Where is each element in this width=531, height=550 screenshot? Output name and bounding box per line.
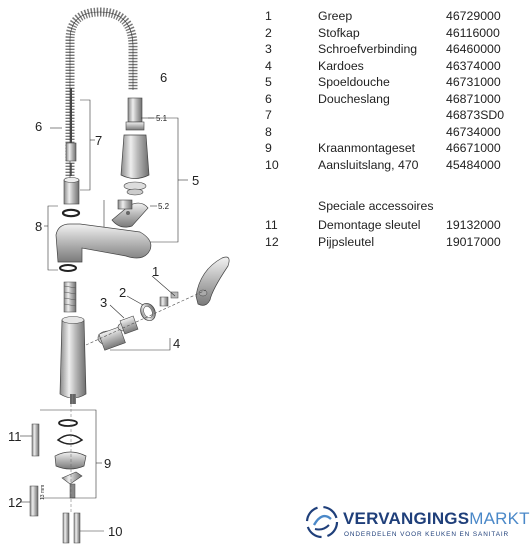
part-number: 2 <box>265 25 272 40</box>
part-number: 7 <box>265 108 272 122</box>
accessories-title: Speciale accessoires <box>318 199 434 213</box>
part-name: Kardoes <box>318 58 364 73</box>
parts-list <box>258 8 530 173</box>
threaded-hose-part <box>64 282 76 312</box>
callout-bracket-7 <box>80 100 95 190</box>
accessory-row <box>258 217 530 234</box>
spray-plate <box>112 200 148 227</box>
logo-swirl-icon <box>305 505 339 539</box>
mounting-kit <box>55 420 86 498</box>
parts-row <box>258 74 530 91</box>
part-name: Doucheslang <box>318 91 390 106</box>
part-name: Schroefverbinding <box>318 42 418 56</box>
parts-row <box>258 25 530 42</box>
accessory-code: 19132000 <box>446 218 501 232</box>
part-number: 3 <box>265 42 272 56</box>
callout-11: 11 <box>8 429 22 444</box>
callout-6-left: 6 <box>35 119 43 134</box>
callout-8: 8 <box>35 219 43 234</box>
part-code: 46731000 <box>446 75 501 89</box>
parts-row <box>258 124 530 141</box>
callout-12: 12 <box>8 495 23 510</box>
callout-5-2: 5.2 <box>158 202 170 211</box>
callout-2: 2 <box>119 285 127 300</box>
wrench-size-label: 13 mm <box>40 484 46 500</box>
part-code: 46460000 <box>446 42 501 56</box>
accessories-list <box>258 217 530 250</box>
part-number: 5 <box>265 75 272 89</box>
tool-12 <box>21 486 38 516</box>
parts-row <box>258 107 530 124</box>
part-code: 46873SD0 <box>446 108 505 122</box>
logo-brand-part1: VERVANGINGS <box>343 509 470 528</box>
part-code: 45484000 <box>446 157 501 172</box>
part-name: Aansluitslang, 470 <box>318 157 419 172</box>
accessory-name: Demontage sleutel <box>318 218 421 232</box>
part-code: 46871000 <box>446 91 501 106</box>
tool-11 <box>20 424 39 456</box>
part-name: Kraanmontageset <box>318 141 416 155</box>
parts-row <box>258 58 530 75</box>
callout-4: 4 <box>173 336 181 351</box>
part-code: 46116000 <box>446 25 500 40</box>
part-name: Greep <box>318 9 353 23</box>
part-code: 46671000 <box>446 141 501 155</box>
callout-9: 9 <box>104 456 112 471</box>
spout-body <box>56 224 151 271</box>
part-name: Spoeldouche <box>318 75 390 89</box>
accessory-number: 11 <box>265 218 278 232</box>
part-number: 10 <box>265 157 279 172</box>
callout-10: 10 <box>108 524 123 539</box>
logo-tagline: ONDERDELEN VOOR KEUKEN EN SANITAIR <box>344 531 510 538</box>
part-number: 8 <box>265 124 272 139</box>
accessory-name: Pijpsleutel <box>318 234 375 249</box>
parts-row <box>258 157 530 174</box>
logo-brand-part2: MARKT <box>469 509 530 528</box>
parts-row <box>258 91 530 108</box>
accessory-number: 12 <box>265 234 279 249</box>
logo-brand <box>343 509 530 529</box>
hose-connector <box>66 143 76 161</box>
handle <box>196 257 229 305</box>
accessory-code: 19017000 <box>446 234 501 249</box>
parts-row <box>258 41 530 58</box>
parts-row <box>258 140 530 157</box>
vervangingsmarkt-logo[interactable] <box>305 505 530 547</box>
part-code: 46729000 <box>446 9 501 23</box>
accessory-row <box>258 234 530 251</box>
parts-row <box>258 8 530 25</box>
part-code: 46734000 <box>446 124 501 139</box>
callout-1: 1 <box>152 264 160 279</box>
part-code: 46374000 <box>446 58 501 73</box>
spray-head <box>121 98 149 195</box>
small-fittings <box>160 292 178 306</box>
callout-7: 7 <box>95 133 103 148</box>
callout-5: 5 <box>192 173 200 188</box>
part-number: 9 <box>265 141 272 155</box>
callout-6-right: 6 <box>160 70 168 85</box>
guide-part <box>63 178 79 217</box>
part-number: 6 <box>265 91 272 106</box>
connection-hoses <box>63 513 104 543</box>
faucet-body <box>60 317 86 405</box>
part-number: 1 <box>265 9 272 23</box>
callout-5-1: 5.1 <box>156 114 168 123</box>
part-number: 4 <box>265 58 272 73</box>
callout-3: 3 <box>100 295 108 310</box>
part-name: Stofkap <box>318 25 360 40</box>
